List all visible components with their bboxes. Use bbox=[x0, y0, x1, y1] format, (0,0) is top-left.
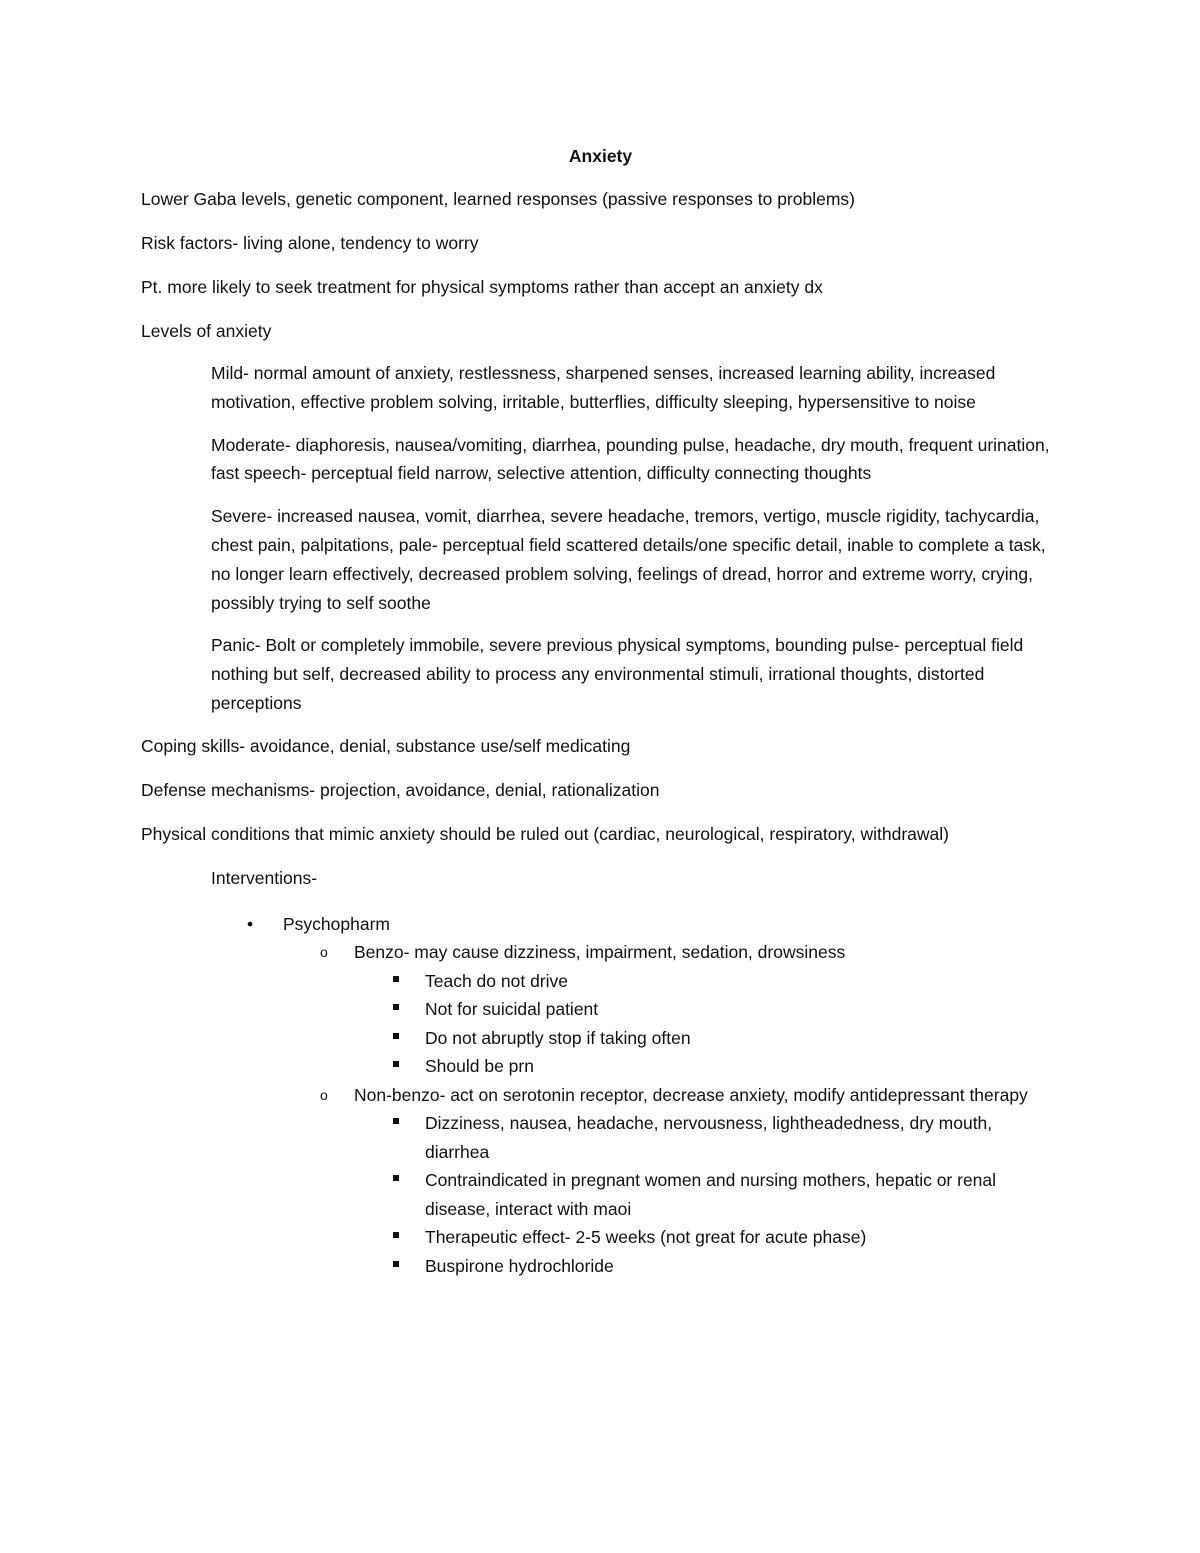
level-mild: Mild- normal amount of anxiety, restlessness, sharpened senses, increased learning ability, increased motivation, effective problem solving, irritable, butterflies, difficulty sleeping, hypersensitive to noise bbox=[211, 363, 996, 412]
benzo-detail: Not for suicidal patient bbox=[425, 999, 599, 1020]
interventions-heading: Interventions- bbox=[211, 867, 318, 888]
benzo-details-list bbox=[0, 967, 1060, 1081]
list-item bbox=[0, 1223, 1060, 1252]
list-item bbox=[0, 1252, 1060, 1281]
non-benzo-detail: Buspirone hydrochloride bbox=[425, 1255, 614, 1276]
list-item bbox=[0, 1052, 1060, 1081]
list-item bbox=[0, 1109, 1060, 1166]
circle-bullet-icon: o bbox=[320, 1086, 328, 1103]
paragraph-treatment: Pt. more likely to seek treatment for physical symptoms rather than accept an anxiety dx bbox=[141, 277, 823, 297]
psychopharm-sublist bbox=[0, 938, 1060, 1280]
list-item bbox=[0, 967, 1060, 996]
list-item-non-benzo bbox=[0, 1081, 1060, 1281]
square-bullet-icon bbox=[393, 1033, 399, 1039]
square-bullet-icon bbox=[393, 1261, 399, 1267]
benzo-detail: Teach do not drive bbox=[425, 970, 569, 991]
paragraph-physical-conditions: Physical conditions that mimic anxiety should be ruled out (cardiac, neurological, respiratory, withdrawal) bbox=[141, 823, 949, 844]
benzo-label: Benzo- may cause dizziness, impairment, sedation, drowsiness bbox=[354, 942, 846, 963]
list-item bbox=[0, 995, 1060, 1024]
non-benzo-detail: Therapeutic effect- 2-5 weeks (not great for acute phase) bbox=[425, 1227, 867, 1248]
circle-bullet-icon: o bbox=[320, 944, 328, 961]
square-bullet-icon bbox=[393, 1061, 399, 1067]
square-bullet-icon bbox=[393, 1004, 399, 1010]
paragraph-causes: Lower Gaba levels, genetic component, learned responses (passive responses to problems) bbox=[141, 189, 855, 209]
non-benzo-detail: Dizziness, nausea, headache, nervousness, lightheadedness, dry mouth, diarrhea bbox=[425, 1113, 993, 1162]
square-bullet-icon bbox=[393, 976, 399, 982]
benzo-detail: Do not abruptly stop if taking often bbox=[425, 1027, 691, 1048]
list-item-psychopharm bbox=[0, 910, 1060, 1281]
paragraph-risk-factors: Risk factors- living alone, tendency to worry bbox=[141, 233, 479, 253]
level-moderate: Moderate- diaphoresis, nausea/vomiting, diarrhea, pounding pulse, headache, dry mouth, frequent urination, fast speech- perceptual field narrow, selective attention, difficulty connecting thoughts bbox=[211, 434, 1050, 484]
levels-section bbox=[141, 359, 1060, 718]
list-item bbox=[0, 1024, 1060, 1053]
levels-heading: Levels of anxiety bbox=[141, 321, 272, 341]
level-panic: Panic- Bolt or completely immobile, severe previous physical symptoms, bounding pulse- perceptual field nothing but self, decreased ability to process any environmental stimuli, irrational thoughts, distorted perceptions bbox=[211, 635, 1024, 713]
document-title: Anxiety bbox=[568, 146, 633, 166]
paragraph-defense-mechanisms: Defense mechanisms- projection, avoidance, denial, rationalization bbox=[141, 779, 660, 800]
psychopharm-label: Psychopharm bbox=[283, 913, 390, 934]
benzo-detail: Should be prn bbox=[425, 1056, 534, 1077]
square-bullet-icon bbox=[393, 1175, 399, 1181]
list-item bbox=[0, 1166, 1060, 1223]
non-benzo-label: Non-benzo- act on serotonin receptor, decrease anxiety, modify antidepressant therapy bbox=[354, 1084, 1028, 1105]
paragraph-coping-skills: Coping skills- avoidance, denial, substance use/self medicating bbox=[141, 735, 631, 756]
interventions-list bbox=[0, 910, 1060, 1281]
non-benzo-detail: Contraindicated in pregnant women and nursing mothers, hepatic or renal disease, interact with maoi bbox=[425, 1170, 997, 1219]
non-benzo-details-list bbox=[0, 1109, 1060, 1280]
square-bullet-icon bbox=[393, 1232, 399, 1238]
bullet-icon: • bbox=[247, 913, 254, 934]
list-item-benzo bbox=[0, 938, 1060, 1081]
square-bullet-icon bbox=[393, 1118, 399, 1124]
level-severe: Severe- increased nausea, vomit, diarrhea, severe headache, tremors, vertigo, muscle rigidity, tachycardia, chest pain, palpitations, pale- perceptual field scattered details/one specific detail, inable to complete a task, no longer learn effectively, decreased problem solving, feelings of dread, horror and extreme worry, crying, possibly trying to self soothe bbox=[211, 506, 1046, 613]
